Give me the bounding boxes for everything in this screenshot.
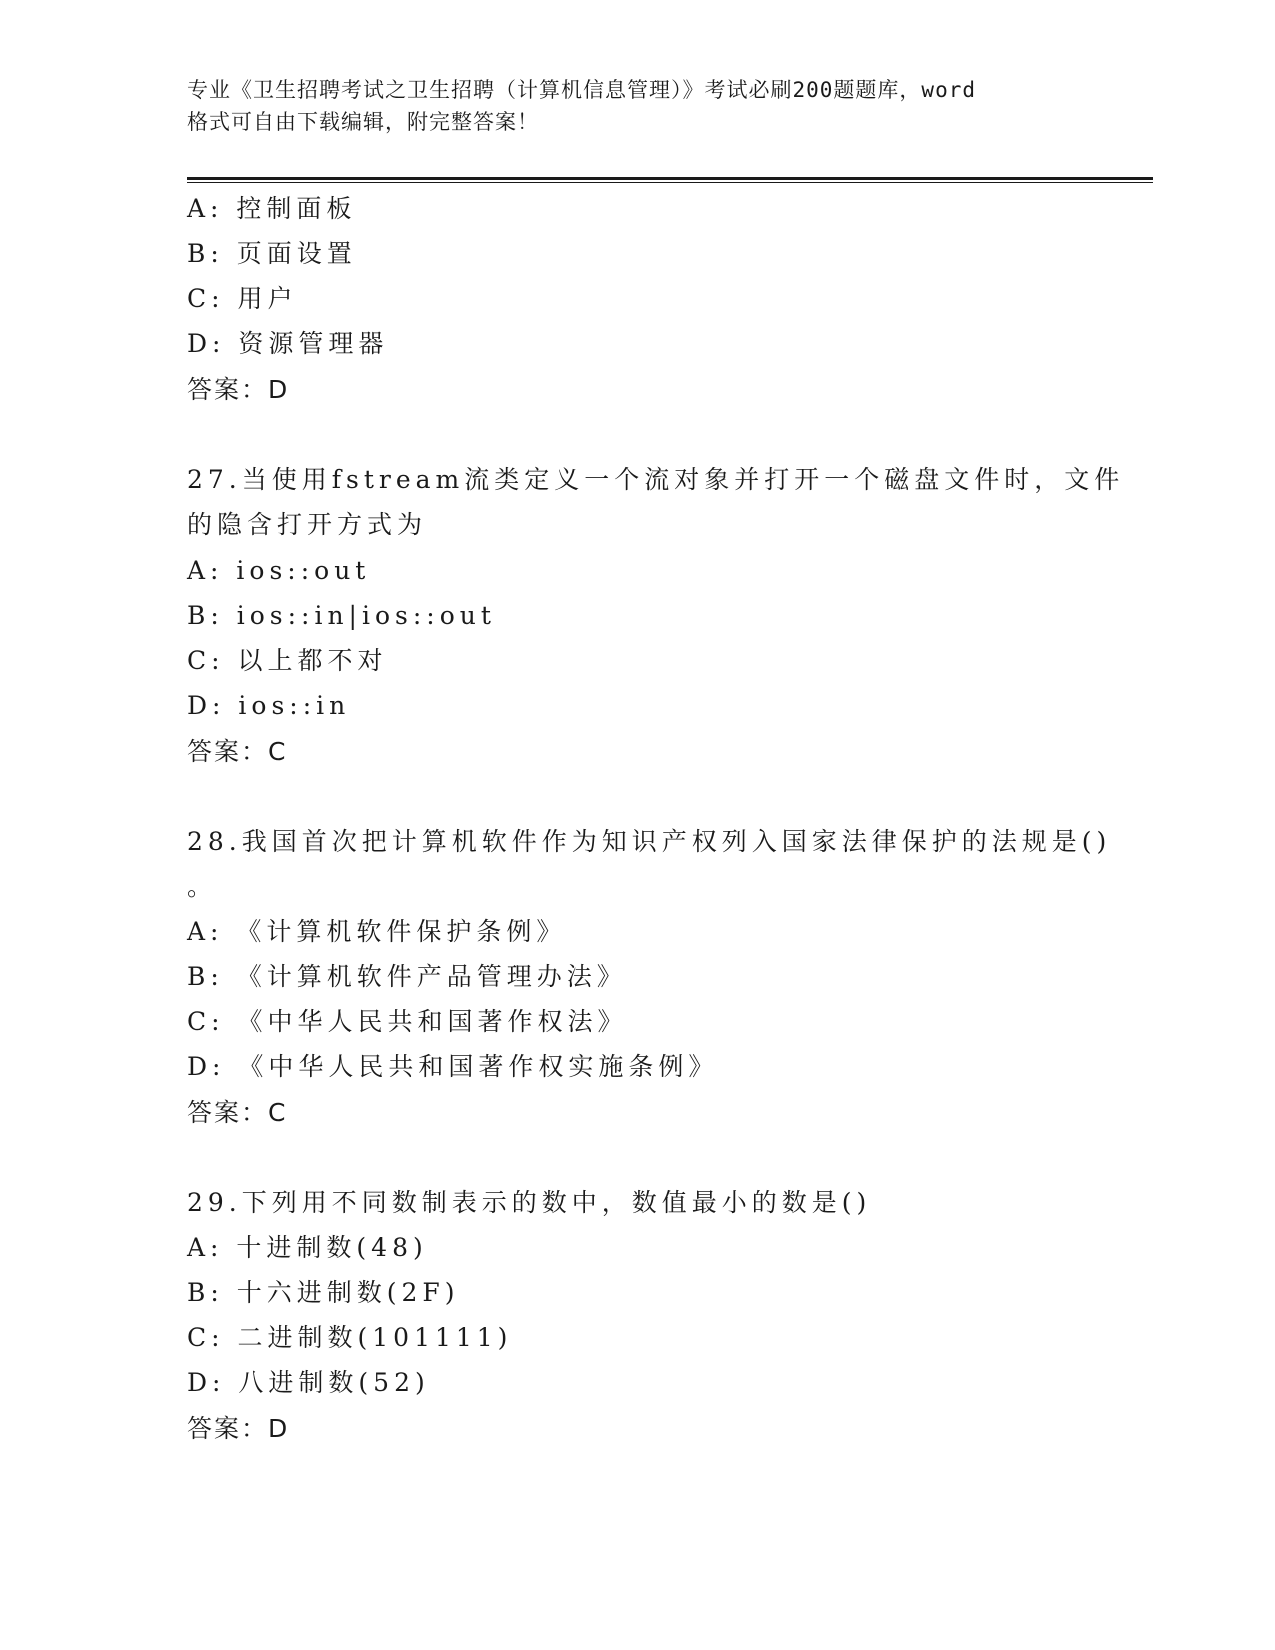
q28-option-a: A: 《计算机软件保护条例》 [187, 917, 567, 946]
q28-option-d: D: 《中华人民共和国著作权实施条例》 [187, 1052, 719, 1081]
q27-answer: 答案：C [187, 737, 288, 766]
q27-option-d: D: ios::in [187, 691, 351, 720]
header-line-1: 专业《卫生招聘考试之卫生招聘（计算机信息管理）》考试必刷200题题库，word [187, 78, 976, 102]
q27-stem-line-2: 的隐含打开方式为 [187, 510, 428, 539]
q29-answer: 答案：D [187, 1414, 290, 1443]
q26-option-a: A: 控制面板 [187, 194, 357, 223]
q28-stem-line-2: 。 [187, 872, 218, 901]
q29-option-b: B: 十六进制数(2F) [187, 1278, 460, 1307]
q27-stem-line-1: 27.当使用fstream流类定义一个流对象并打开一个磁盘文件时，文件 [187, 465, 1125, 494]
q27-option-a: A: ios::out [187, 556, 371, 585]
q26-answer: 答案：D [187, 375, 290, 404]
q28-stem-line-1: 28.我国首次把计算机软件作为知识产权列入国家法律保护的法规是() [187, 827, 1112, 856]
header-line-2: 格式可自由下载编辑，附完整答案！ [187, 110, 539, 134]
q27-option-b: B: ios::in|ios::out [187, 601, 496, 630]
q28-option-c: C: 《中华人民共和国著作权法》 [187, 1007, 628, 1036]
header-divider-thin [187, 182, 1153, 183]
document-header [187, 74, 1087, 138]
q29-option-c: C: 二进制数(101111) [187, 1323, 513, 1352]
q29-stem-line-1: 29.下列用不同数制表示的数中，数值最小的数是() [187, 1188, 872, 1217]
q28-option-b: B: 《计算机软件产品管理办法》 [187, 962, 627, 991]
q28-answer: 答案：C [187, 1098, 288, 1127]
header-divider-thick [187, 177, 1153, 180]
q26-option-b: B: 页面设置 [187, 239, 357, 268]
q29-option-a: A: 十进制数(48) [187, 1233, 428, 1262]
q27-option-c: C: 以上都不对 [187, 646, 388, 675]
q29-option-d: D: 八进制数(52) [187, 1368, 430, 1397]
q26-option-d: D: 资源管理器 [187, 329, 389, 358]
q26-option-c: C: 用户 [187, 284, 298, 313]
